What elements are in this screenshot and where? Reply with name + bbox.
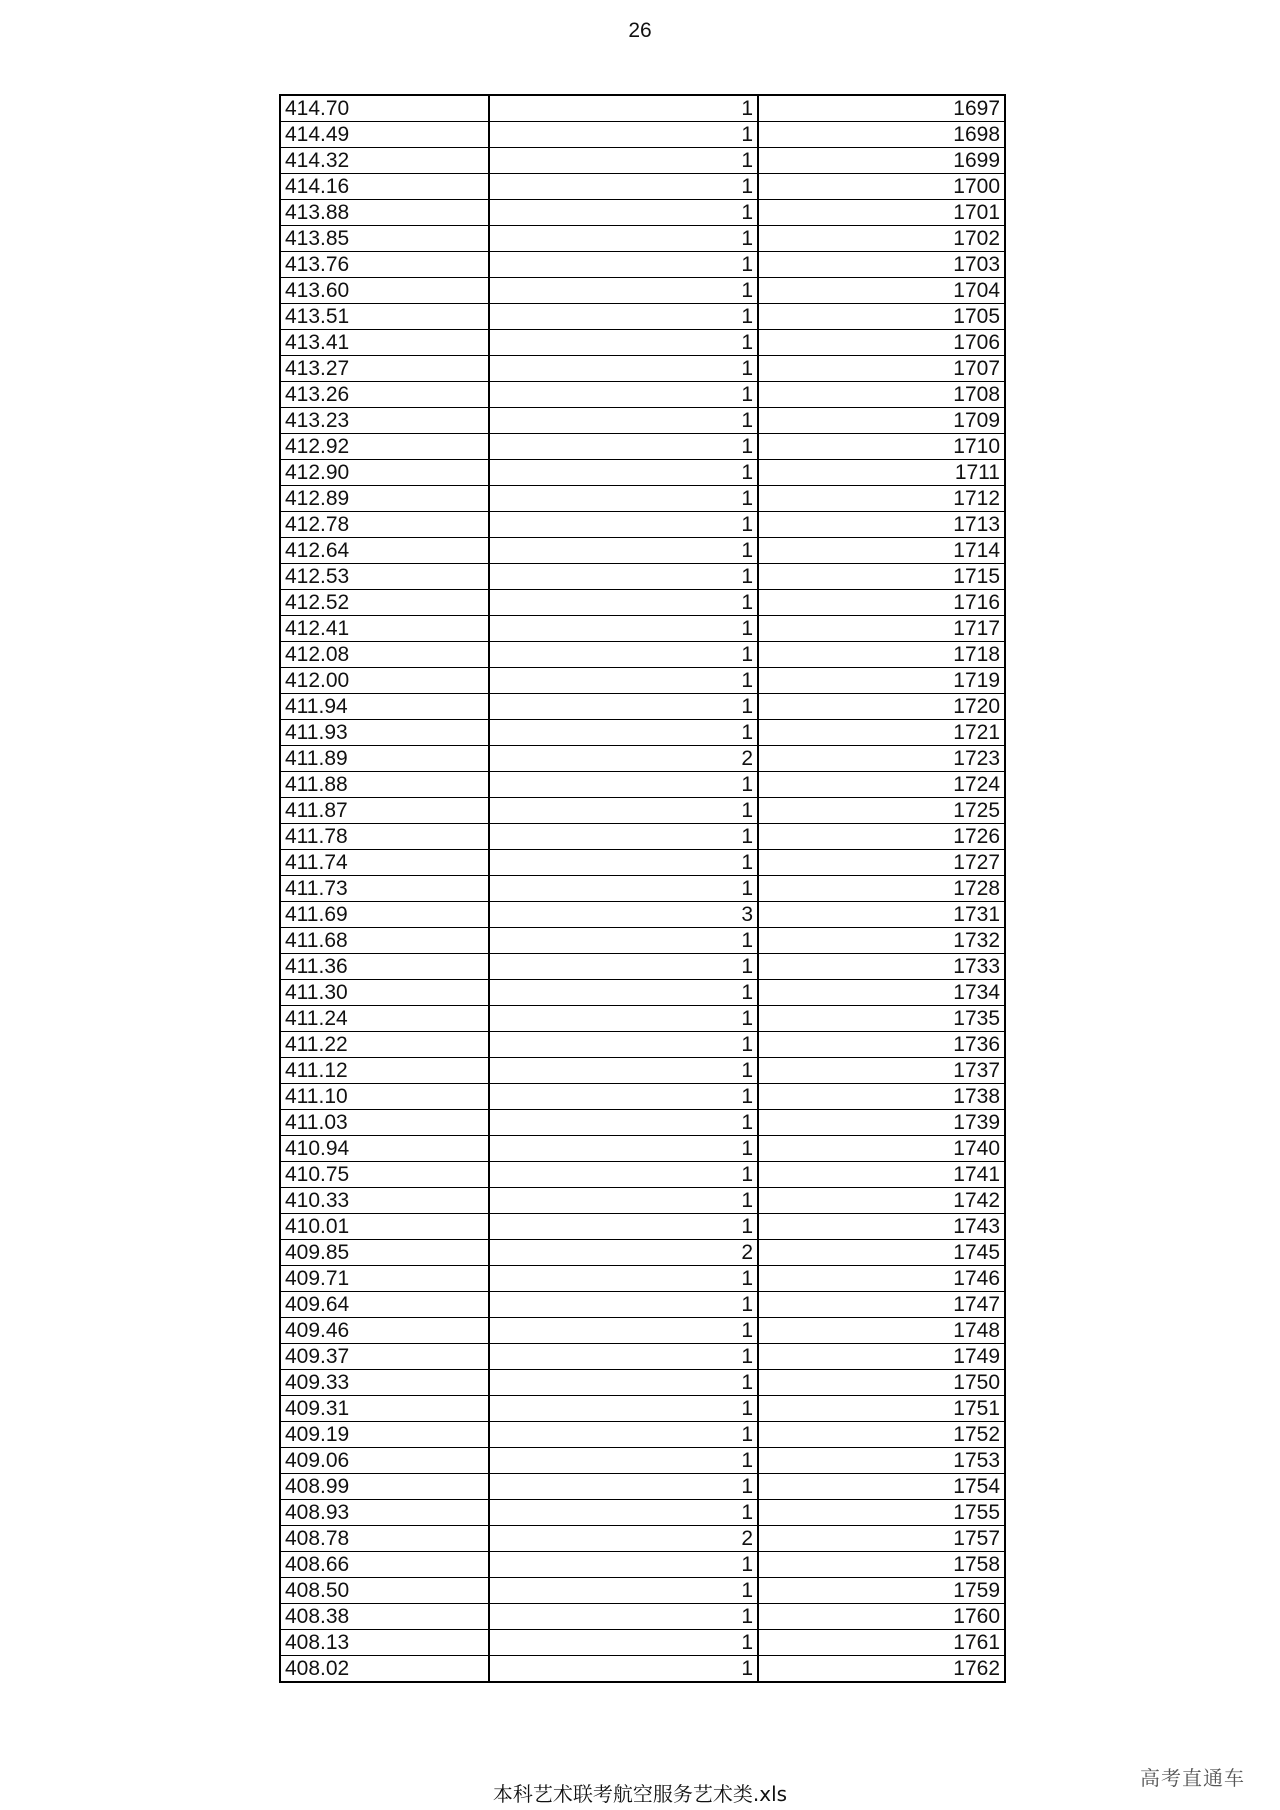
table-row (280, 356, 1005, 382)
cumulative-rank-cell: 1704 (758, 278, 1005, 304)
table-row (280, 1630, 1005, 1656)
table-row (280, 174, 1005, 200)
cumulative-rank-cell: 1720 (758, 694, 1005, 720)
table-row (280, 1318, 1005, 1344)
count-cell: 1 (489, 356, 758, 382)
score-cell: 412.52 (280, 590, 489, 616)
score-cell: 414.70 (280, 95, 489, 122)
score-cell: 411.93 (280, 720, 489, 746)
count-cell: 1 (489, 1006, 758, 1032)
score-cell: 411.68 (280, 928, 489, 954)
count-cell: 1 (489, 954, 758, 980)
count-cell: 1 (489, 330, 758, 356)
score-cell: 409.31 (280, 1396, 489, 1422)
count-cell: 1 (489, 798, 758, 824)
cumulative-rank-cell: 1723 (758, 746, 1005, 772)
cumulative-rank-cell: 1761 (758, 1630, 1005, 1656)
score-cell: 413.23 (280, 408, 489, 434)
cumulative-rank-cell: 1734 (758, 980, 1005, 1006)
cumulative-rank-cell: 1758 (758, 1552, 1005, 1578)
table-row (280, 824, 1005, 850)
table-row (280, 1474, 1005, 1500)
table-row (280, 1136, 1005, 1162)
table-row (280, 538, 1005, 564)
cumulative-rank-cell: 1725 (758, 798, 1005, 824)
table-row (280, 200, 1005, 226)
count-cell: 1 (489, 1656, 758, 1683)
count-cell: 1 (489, 1474, 758, 1500)
score-cell: 413.76 (280, 252, 489, 278)
cumulative-rank-cell: 1716 (758, 590, 1005, 616)
table-row (280, 1578, 1005, 1604)
table-row (280, 694, 1005, 720)
count-cell: 1 (489, 1552, 758, 1578)
count-cell: 1 (489, 564, 758, 590)
table-row (280, 746, 1005, 772)
cumulative-rank-cell: 1715 (758, 564, 1005, 590)
table-row (280, 1552, 1005, 1578)
footer-filename: 本科艺术联考航空服务艺术类.xls (492, 1782, 788, 1806)
count-cell: 1 (489, 252, 758, 278)
score-cell: 409.71 (280, 1266, 489, 1292)
count-cell: 1 (489, 772, 758, 798)
count-cell: 1 (489, 1500, 758, 1526)
count-cell: 1 (489, 1162, 758, 1188)
count-cell: 1 (489, 382, 758, 408)
count-cell: 1 (489, 512, 758, 538)
score-cell: 408.78 (280, 1526, 489, 1552)
count-cell: 1 (489, 694, 758, 720)
score-cell: 413.88 (280, 200, 489, 226)
count-cell: 1 (489, 1396, 758, 1422)
table-row (280, 1214, 1005, 1240)
table-row (280, 850, 1005, 876)
table-row (280, 95, 1005, 122)
score-cell: 408.99 (280, 1474, 489, 1500)
count-cell: 1 (489, 1422, 758, 1448)
cumulative-rank-cell: 1698 (758, 122, 1005, 148)
cumulative-rank-cell: 1757 (758, 1526, 1005, 1552)
cumulative-rank-cell: 1740 (758, 1136, 1005, 1162)
table-row (280, 1344, 1005, 1370)
table-row (280, 304, 1005, 330)
score-cell: 409.64 (280, 1292, 489, 1318)
count-cell: 1 (489, 980, 758, 1006)
score-cell: 412.92 (280, 434, 489, 460)
table-row (280, 460, 1005, 486)
score-cell: 411.30 (280, 980, 489, 1006)
table-row (280, 1032, 1005, 1058)
cumulative-rank-cell: 1741 (758, 1162, 1005, 1188)
table-row (280, 1084, 1005, 1110)
count-cell: 1 (489, 1266, 758, 1292)
score-cell: 411.03 (280, 1110, 489, 1136)
cumulative-rank-cell: 1745 (758, 1240, 1005, 1266)
score-cell: 411.69 (280, 902, 489, 928)
count-cell: 1 (489, 1188, 758, 1214)
cumulative-rank-cell: 1760 (758, 1604, 1005, 1630)
cumulative-rank-cell: 1706 (758, 330, 1005, 356)
score-cell: 408.50 (280, 1578, 489, 1604)
count-cell: 1 (489, 486, 758, 512)
cumulative-rank-cell: 1712 (758, 486, 1005, 512)
table-row (280, 1188, 1005, 1214)
cumulative-rank-cell: 1742 (758, 1188, 1005, 1214)
cumulative-rank-cell: 1718 (758, 642, 1005, 668)
table-row (280, 1110, 1005, 1136)
cumulative-rank-cell: 1724 (758, 772, 1005, 798)
table-row (280, 486, 1005, 512)
table-row (280, 954, 1005, 980)
table-row (280, 148, 1005, 174)
score-cell: 411.74 (280, 850, 489, 876)
table-row (280, 590, 1005, 616)
score-cell: 410.01 (280, 1214, 489, 1240)
count-cell: 1 (489, 1370, 758, 1396)
table-row (280, 382, 1005, 408)
cumulative-rank-cell: 1727 (758, 850, 1005, 876)
table-row (280, 1370, 1005, 1396)
table-body (280, 95, 1005, 1682)
score-cell: 408.38 (280, 1604, 489, 1630)
count-cell: 1 (489, 1110, 758, 1136)
score-cell: 411.24 (280, 1006, 489, 1032)
table-row (280, 1058, 1005, 1084)
cumulative-rank-cell: 1719 (758, 668, 1005, 694)
cumulative-rank-cell: 1710 (758, 434, 1005, 460)
table-row (280, 720, 1005, 746)
table-row (280, 1292, 1005, 1318)
score-cell: 409.37 (280, 1344, 489, 1370)
score-cell: 412.08 (280, 642, 489, 668)
cumulative-rank-cell: 1702 (758, 226, 1005, 252)
score-cell: 409.06 (280, 1448, 489, 1474)
cumulative-rank-cell: 1701 (758, 200, 1005, 226)
table-row (280, 122, 1005, 148)
table-row (280, 1448, 1005, 1474)
score-cell: 408.13 (280, 1630, 489, 1656)
cumulative-rank-cell: 1752 (758, 1422, 1005, 1448)
count-cell: 1 (489, 876, 758, 902)
cumulative-rank-cell: 1735 (758, 1006, 1005, 1032)
cumulative-rank-cell: 1707 (758, 356, 1005, 382)
score-distribution-table (279, 94, 1006, 1683)
count-cell: 1 (489, 1630, 758, 1656)
table-row (280, 798, 1005, 824)
count-cell: 1 (489, 408, 758, 434)
table-row (280, 902, 1005, 928)
score-cell: 412.89 (280, 486, 489, 512)
count-cell: 2 (489, 1526, 758, 1552)
cumulative-rank-cell: 1738 (758, 1084, 1005, 1110)
count-cell: 1 (489, 460, 758, 486)
table-row (280, 226, 1005, 252)
score-cell: 409.85 (280, 1240, 489, 1266)
score-cell: 412.53 (280, 564, 489, 590)
table-row (280, 564, 1005, 590)
score-cell: 412.41 (280, 616, 489, 642)
score-cell: 411.78 (280, 824, 489, 850)
score-cell: 411.73 (280, 876, 489, 902)
count-cell: 1 (489, 200, 758, 226)
table-row (280, 330, 1005, 356)
cumulative-rank-cell: 1749 (758, 1344, 1005, 1370)
count-cell: 1 (489, 304, 758, 330)
score-cell: 412.78 (280, 512, 489, 538)
count-cell: 1 (489, 1214, 758, 1240)
cumulative-rank-cell: 1754 (758, 1474, 1005, 1500)
watermark: 高考直通车 (1140, 1766, 1245, 1790)
count-cell: 1 (489, 720, 758, 746)
score-cell: 412.64 (280, 538, 489, 564)
table-row (280, 252, 1005, 278)
score-cell: 414.32 (280, 148, 489, 174)
score-cell: 413.27 (280, 356, 489, 382)
count-cell: 1 (489, 1604, 758, 1630)
count-cell: 1 (489, 1344, 758, 1370)
cumulative-rank-cell: 1732 (758, 928, 1005, 954)
cumulative-rank-cell: 1750 (758, 1370, 1005, 1396)
count-cell: 1 (489, 122, 758, 148)
cumulative-rank-cell: 1714 (758, 538, 1005, 564)
count-cell: 1 (489, 590, 758, 616)
cumulative-rank-cell: 1726 (758, 824, 1005, 850)
score-cell: 414.49 (280, 122, 489, 148)
cumulative-rank-cell: 1703 (758, 252, 1005, 278)
count-cell: 1 (489, 616, 758, 642)
table-row (280, 876, 1005, 902)
count-cell: 1 (489, 434, 758, 460)
cumulative-rank-cell: 1737 (758, 1058, 1005, 1084)
cumulative-rank-cell: 1743 (758, 1214, 1005, 1240)
score-cell: 408.93 (280, 1500, 489, 1526)
score-cell: 411.94 (280, 694, 489, 720)
count-cell: 1 (489, 1318, 758, 1344)
table-row (280, 1656, 1005, 1683)
cumulative-rank-cell: 1759 (758, 1578, 1005, 1604)
cumulative-rank-cell: 1709 (758, 408, 1005, 434)
count-cell: 1 (489, 278, 758, 304)
score-cell: 411.12 (280, 1058, 489, 1084)
cumulative-rank-cell: 1751 (758, 1396, 1005, 1422)
count-cell: 1 (489, 1058, 758, 1084)
table-row (280, 278, 1005, 304)
table-row (280, 1396, 1005, 1422)
score-cell: 411.88 (280, 772, 489, 798)
table-row (280, 616, 1005, 642)
table-row (280, 1240, 1005, 1266)
score-cell: 409.46 (280, 1318, 489, 1344)
count-cell: 1 (489, 642, 758, 668)
score-cell: 414.16 (280, 174, 489, 200)
count-cell: 1 (489, 1032, 758, 1058)
cumulative-rank-cell: 1747 (758, 1292, 1005, 1318)
table-row (280, 434, 1005, 460)
cumulative-rank-cell: 1736 (758, 1032, 1005, 1058)
count-cell: 1 (489, 174, 758, 200)
cumulative-rank-cell: 1699 (758, 148, 1005, 174)
count-cell: 1 (489, 226, 758, 252)
count-cell: 1 (489, 850, 758, 876)
score-cell: 411.22 (280, 1032, 489, 1058)
score-cell: 409.33 (280, 1370, 489, 1396)
count-cell: 1 (489, 824, 758, 850)
score-cell: 413.51 (280, 304, 489, 330)
table-row (280, 1006, 1005, 1032)
count-cell: 1 (489, 1448, 758, 1474)
page-number: 26 (628, 19, 652, 42)
count-cell: 3 (489, 902, 758, 928)
table-row (280, 668, 1005, 694)
cumulative-rank-cell: 1721 (758, 720, 1005, 746)
count-cell: 1 (489, 148, 758, 174)
cumulative-rank-cell: 1739 (758, 1110, 1005, 1136)
count-cell: 2 (489, 746, 758, 772)
cumulative-rank-cell: 1755 (758, 1500, 1005, 1526)
cumulative-rank-cell: 1711 (758, 460, 1005, 486)
table-row (280, 1604, 1005, 1630)
cumulative-rank-cell: 1697 (758, 95, 1005, 122)
score-cell: 412.00 (280, 668, 489, 694)
score-cell: 411.36 (280, 954, 489, 980)
count-cell: 1 (489, 668, 758, 694)
table-row (280, 1422, 1005, 1448)
table-row (280, 772, 1005, 798)
count-cell: 1 (489, 538, 758, 564)
score-cell: 409.19 (280, 1422, 489, 1448)
cumulative-rank-cell: 1762 (758, 1656, 1005, 1683)
score-cell: 410.75 (280, 1162, 489, 1188)
cumulative-rank-cell: 1700 (758, 174, 1005, 200)
cumulative-rank-cell: 1748 (758, 1318, 1005, 1344)
score-cell: 413.60 (280, 278, 489, 304)
score-cell: 411.87 (280, 798, 489, 824)
cumulative-rank-cell: 1717 (758, 616, 1005, 642)
score-cell: 410.94 (280, 1136, 489, 1162)
cumulative-rank-cell: 1731 (758, 902, 1005, 928)
count-cell: 1 (489, 1578, 758, 1604)
cumulative-rank-cell: 1753 (758, 1448, 1005, 1474)
cumulative-rank-cell: 1705 (758, 304, 1005, 330)
cumulative-rank-cell: 1708 (758, 382, 1005, 408)
score-cell: 413.26 (280, 382, 489, 408)
score-cell: 413.85 (280, 226, 489, 252)
cumulative-rank-cell: 1713 (758, 512, 1005, 538)
table-row (280, 642, 1005, 668)
cumulative-rank-cell: 1746 (758, 1266, 1005, 1292)
table-row (280, 512, 1005, 538)
table-row (280, 1266, 1005, 1292)
count-cell: 1 (489, 95, 758, 122)
score-cell: 410.33 (280, 1188, 489, 1214)
count-cell: 2 (489, 1240, 758, 1266)
table-row (280, 980, 1005, 1006)
score-cell: 413.41 (280, 330, 489, 356)
table-row (280, 1500, 1005, 1526)
count-cell: 1 (489, 1084, 758, 1110)
table-row (280, 928, 1005, 954)
score-cell: 411.10 (280, 1084, 489, 1110)
table-row (280, 1526, 1005, 1552)
cumulative-rank-cell: 1733 (758, 954, 1005, 980)
count-cell: 1 (489, 1292, 758, 1318)
score-cell: 408.02 (280, 1656, 489, 1683)
table-row (280, 1162, 1005, 1188)
score-cell: 411.89 (280, 746, 489, 772)
cumulative-rank-cell: 1728 (758, 876, 1005, 902)
table-row (280, 408, 1005, 434)
score-cell: 412.90 (280, 460, 489, 486)
count-cell: 1 (489, 928, 758, 954)
count-cell: 1 (489, 1136, 758, 1162)
score-cell: 408.66 (280, 1552, 489, 1578)
